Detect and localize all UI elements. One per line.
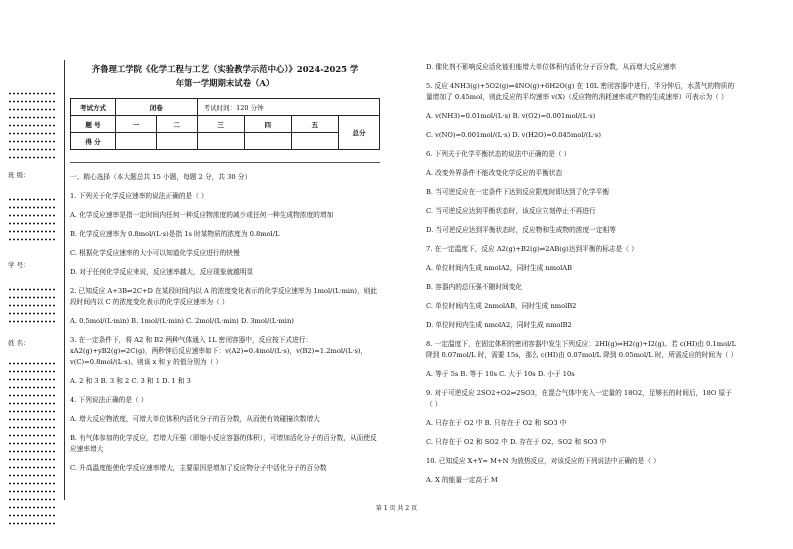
score-cell-4 xyxy=(244,133,291,150)
section-4: 四 xyxy=(244,116,291,133)
option-text: B. 容器内的总压强不随时间变化 xyxy=(426,283,523,291)
score-cell-5 xyxy=(291,133,338,150)
option-text: A. 只存在于 O2 中 B. 只存在于 O2 和 SO3 中 xyxy=(426,419,567,427)
question-text: 8. 一定温度下，在固定体积的密闭容器中发生下列反应：2HI(g)⇌H2(g)+I2(g)。若 c(HI)由 0.1mol/L 降到 0.07mol/L 时，需要 15s，那么 c(HI)由 0.07mol/L 降到 0.05mol/L 时，所需反应的时间为（ ） xyxy=(426,340,738,359)
option-text: A. X 的能量一定高于 M xyxy=(426,476,498,484)
question-text: 4. 下列说法正确的是（ ） xyxy=(70,396,148,404)
option-text: B. 当可逆反应在一定条件下达到反应限度时即达到了化学平衡 xyxy=(426,188,610,196)
option-text: A. 2 和 3 B. 3 和 2 C. 3 和 1 D. 1 和 3 xyxy=(70,377,191,385)
question-text: 6. 下列关于化学平衡状态的说法中正确的是（ ） xyxy=(426,150,571,158)
binding-divider xyxy=(64,60,65,500)
option-text: C. 升高温度能使化学反应速率增大，主要原因是增加了反应物分子中活化分子的百分数 xyxy=(70,464,327,472)
question-text: 1. 下列关于化学反应速率的说法正确的是（ ） xyxy=(70,192,208,200)
question-text: 2. 已知反应 A+3B⇌2C+D 在某段时间内以 A 的浓度变化表示的化学反应速率为 1mol/(L·min)，则此段时间内以 C 的浓度变化表示的化学反应速率为（ ） xyxy=(70,287,378,306)
option-text: C. v(NO)=0.001mol/(L·s) D. v(H2O)=0.045mol/(L·s) xyxy=(426,131,601,139)
option-text: D. 对于任何化学反应来说，反应速率越大，反应现象就越明显 xyxy=(70,268,254,276)
option-text: A. 等于 5s B. 等于 10s C. 大于 10s D. 小于 10s xyxy=(426,370,575,378)
section-2: 二 xyxy=(156,116,197,133)
exam-time: 考试时间：120 分钟 xyxy=(197,99,379,116)
student-id-label: 学 号： xyxy=(8,261,30,269)
name-label: 姓 名： xyxy=(8,339,30,347)
score-cell-3 xyxy=(197,133,244,150)
option-text: A. 0.5mol/(L·min) B. 1mol/(L·min) C. 2mol/(L·min) D. 3mol/(L·min) xyxy=(70,317,294,325)
section-1: 一 xyxy=(116,116,157,133)
exam-title: 齐鲁理工学院《化学工程与工艺（实验教学示范中心）》2024-2025 学 年第一学期期末试卷（A） xyxy=(91,64,359,88)
option-text: D. 催化剂不影响反应活化能但能增大单位体积内活化分子百分数，从而增大反应速率 xyxy=(426,63,677,71)
section-heading: 一、精心选择（本大题总共 15 小题，每题 2 分，共 30 分） xyxy=(70,173,252,181)
option-text: D. 当可逆反应达到平衡状态时，反应物和生成物的浓度一定相等 xyxy=(426,226,616,234)
question-text: 5. 反应 4NH3(g)+5O2(g)⇌4NO(g)+6H2O(g) 在 10L 密闭容器中进行，半分钟后，水蒸气的物质的量增加了 0.45mol，则此反应的平均速率 v(X)（反应物的消耗速率或产物的生成速率）可表示为（ ） xyxy=(426,82,735,101)
page-footer: 第 1 页 共 2 页 xyxy=(375,505,418,512)
option-text: A. 改变外界条件不能改变化学反应的平衡状态 xyxy=(426,169,563,177)
section-rule xyxy=(70,162,380,163)
question-text: 7. 在一定温度下，反应 A2(g)+B2(g)⇌2AB(g)达到平衡的标志是（ ） xyxy=(426,245,638,253)
question-number-label: 题 号 xyxy=(71,116,116,133)
option-text: C. 单位时间内生成 2nmolAB，同时生成 nmolB2 xyxy=(426,302,577,310)
question-text: 9. 对于可逆反应 2SO2+O2⇌2SO3，在混合气体中充入一定量的 18O2，足够长的时间后，18O 原子（ ） xyxy=(426,389,732,408)
class-label: 班 级： xyxy=(8,171,30,179)
exam-method-label: 考试方式 xyxy=(71,99,116,116)
section-5: 五 xyxy=(291,116,338,133)
option-text: A. 化学反应速率是指一定时间内任何一种反应物浓度的减少或任何一种生成物浓度的增加 xyxy=(70,211,334,219)
option-text: C. 根据化学反应速率的大小可以知道化学反应进行的快慢 xyxy=(70,249,240,257)
option-text: D. 单位时间内生成 nmolA2，同时生成 nmolB2 xyxy=(426,321,572,329)
left-column xyxy=(70,172,380,482)
option-text: A. 单位时间内生成 nmolA2，同时生成 nmolAB xyxy=(426,264,573,272)
option-text: B. 有气体参加的化学反应，若增大压强（即缩小反应容器的体积），可增加活化分子的百分数，从而使反应速率增大 xyxy=(70,434,377,453)
question-text: 3. 在一定条件下，将 A2 和 B2 两种气体通入 1L 密闭容器中，反应按下式进行：xA2(g)+yB2(g)⇌2C(g)，两秒钟后反应速率如下：v(A2)=0.4mol/(L·s)，v(B2)=1.2mol/(L·s)，v(C)=0.8mol/(L·s)。则该 x 和 y 的值分别为（ ） xyxy=(70,336,368,366)
score-label: 得 分 xyxy=(71,133,116,150)
option-text: B. 化学反应速率为 0.8mol/(L·s)是指 1s 时某物质的浓度为 0.8mol/L xyxy=(70,230,280,238)
total-label: 总分 xyxy=(339,116,380,150)
right-column xyxy=(426,62,736,494)
exam-method-value: 闭卷 xyxy=(116,99,198,116)
option-text: A. 增大反应物浓度，可增大单位体积内活化分子的百分数，从而使有效碰撞次数增大 xyxy=(70,415,320,423)
option-text: C. 当可逆反应达到平衡状态时，该反应立刻停止不再进行 xyxy=(426,207,596,215)
score-table xyxy=(70,98,380,150)
score-cell-1 xyxy=(116,133,157,150)
section-3: 三 xyxy=(197,116,244,133)
option-text: C. 只存在于 O2 和 SO2 中 D. 存在于 O2、SO2 和 SO3 中 xyxy=(426,438,607,446)
score-cell-2 xyxy=(156,133,197,150)
question-text: 10. 已知反应 X+Y= M+N 为放热反应，对该反应的下列说法中正确的是（ ） xyxy=(426,457,660,465)
option-text: A. v(NH3)=0.01mol/(L·s) B. v(O2)=0.001mol/(L·s) xyxy=(426,112,596,120)
